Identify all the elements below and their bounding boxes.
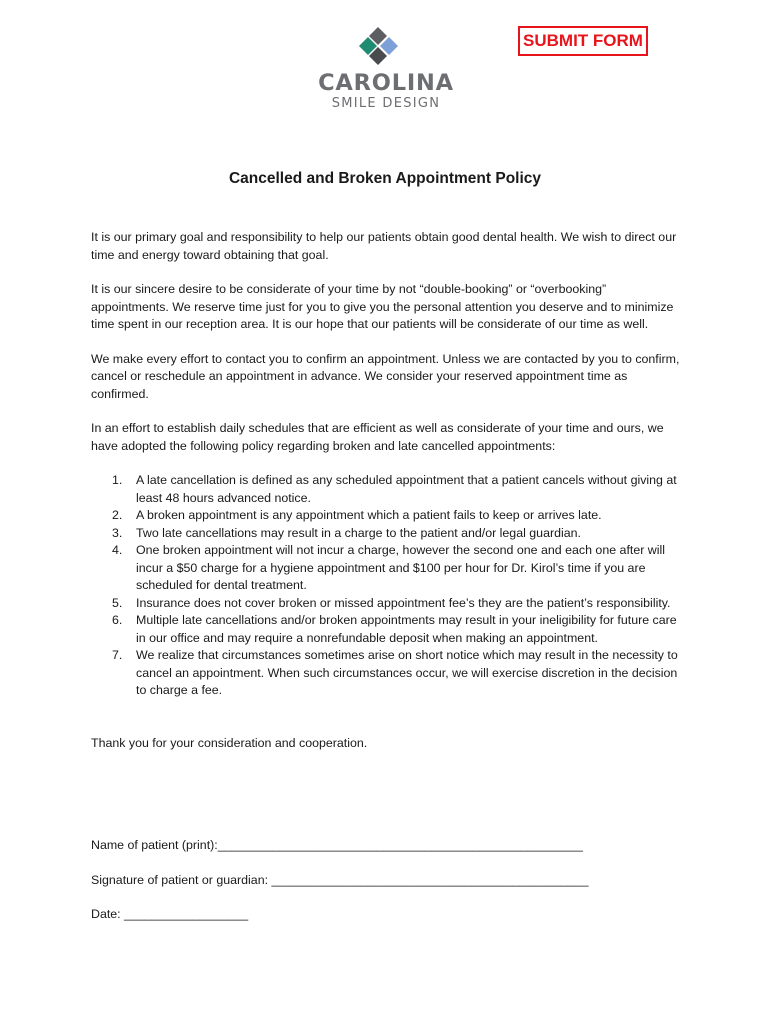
list-item-text: A broken appointment is any appointment which a patient fails to keep or arrives late. xyxy=(136,508,602,522)
list-item xyxy=(91,472,686,507)
page-title: Cancelled and Broken Appointment Policy xyxy=(228,170,542,187)
policy-lead-paragraph: In an effort to establish daily schedules that are efficient as well as considerate of your time and ours, we have adopted the following policy regarding broken and late cancelled appointments: xyxy=(91,421,664,453)
list-item-text: We realize that circumstances sometimes arise on short notice which may result in the necessity to cancel an appointment. When such circumstances occur, we will exercise discretion in the decision to charge a fee. xyxy=(136,648,678,697)
list-item xyxy=(91,647,686,700)
list-item-text: Insurance does not cover broken or missed appointment fee’s they are the patient’s responsibility. xyxy=(136,595,671,610)
consideration-paragraph: It is our sincere desire to be considerate of your time by not “double-booking” or “overbooking” appointments. We reserve time just for you to give you the personal attention you deserve and to minimize time spent in our reception area. It is our hope that our patients will be considerate of our time as well. xyxy=(91,282,674,331)
logo-tagline: SMILE DESIGN xyxy=(331,96,441,111)
list-item-text: A late cancellation is defined as any scheduled appointment that a patient cancels without giving at least 48 hours advanced notice. xyxy=(136,473,677,505)
list-item-number: 6. xyxy=(112,613,123,627)
list-item xyxy=(91,612,686,647)
list-item-number: 2. xyxy=(112,508,123,522)
list-item xyxy=(91,525,686,543)
list-item-number: 3. xyxy=(112,525,123,540)
list-item-text: Multiple late cancellations and/or broken appointments may result in your ineligibility for future care in our office and may require a nonrefundable deposit when making an appointment. xyxy=(136,613,677,645)
list-item-text: One broken appointment will not incur a charge, however the second one and each one after will incur a $50 charge for a hygiene appointment and $100 per hour for Dr. Kirol’s time if you are scheduled for dental treatment. xyxy=(136,543,665,592)
list-item-number: 5. xyxy=(112,595,123,610)
logo-diamonds-icon xyxy=(312,24,460,70)
list-item-number: 4. xyxy=(112,543,123,557)
policy-body xyxy=(91,229,686,752)
policy-list xyxy=(91,472,686,700)
patient-name-field[interactable]: Name of patient (print):_____________________________________________________ xyxy=(91,838,583,852)
signature-field[interactable]: Signature of patient or guardian: ______________________________________________ xyxy=(91,873,589,887)
list-item-text: Two late cancellations may result in a charge to the patient and/or legal guardian. xyxy=(136,525,581,540)
list-item-number: 7. xyxy=(112,648,123,662)
submit-form-button[interactable]: SUBMIT FORM xyxy=(518,26,648,56)
list-item xyxy=(91,542,686,595)
practice-logo xyxy=(312,24,460,120)
confirmation-paragraph: We make every effort to contact you to confirm an appointment. Unless we are contacted by you to confirm, cancel or reschedule an appointment in advance. We consider your reserved appointment time as confirmed. xyxy=(91,351,680,401)
date-field[interactable]: Date: __________________ xyxy=(91,907,249,921)
logo-wordmark: CAROLINA xyxy=(318,70,454,96)
intro-paragraph: It is our primary goal and responsibility to help our patients obtain good dental health. We wish to direct our time and energy toward obtaining that goal. xyxy=(91,230,677,262)
list-item xyxy=(91,595,686,613)
list-item xyxy=(91,507,686,525)
list-item-number: 1. xyxy=(112,473,123,487)
closing-line: Thank you for your consideration and cooperation. xyxy=(91,735,368,750)
